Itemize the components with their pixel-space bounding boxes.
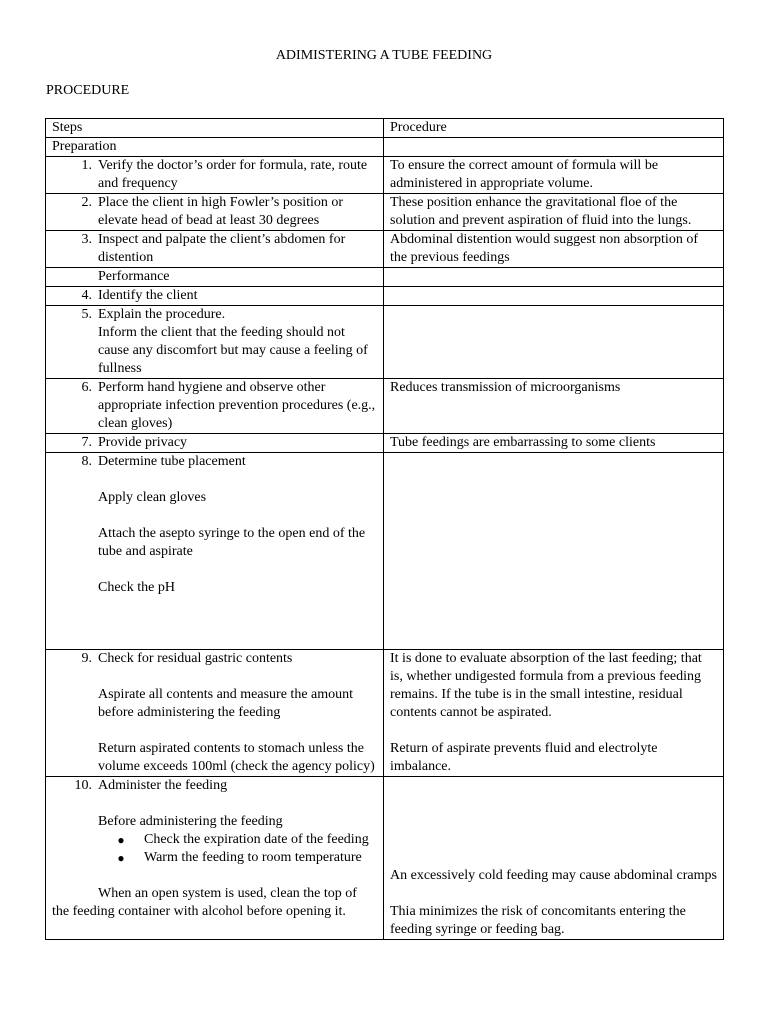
rationale-text: These position enhance the gravitational floe of the solution and prevent aspiration of fluid into the lungs.: [384, 194, 724, 231]
step-number: 7.: [81, 435, 92, 450]
table-row: [46, 379, 724, 434]
step-subtext: Apply clean gloves: [98, 490, 207, 505]
performance-label: Performance: [98, 269, 170, 284]
step-number: 5.: [81, 307, 92, 322]
step-subtext: Return aspirated contents to stomach unless the volume exceeds 100ml (check the agency policy): [98, 741, 375, 774]
empty-cell: [384, 287, 724, 306]
step-text: Explain the procedure.: [98, 307, 226, 322]
table-row: [46, 138, 724, 157]
step-number: 10.: [74, 778, 92, 793]
step-subtext: Inform the client that the feeding should not cause any discomfort but may cause a feeling of fullness: [98, 325, 368, 376]
step-number: 6.: [81, 380, 92, 395]
step-text: Inspect and palpate the client’s abdomen for distention: [98, 232, 346, 265]
empty-cell: [384, 453, 724, 650]
rationale-text: Return of aspirate prevents fluid and electrolyte imbalance.: [390, 741, 658, 774]
section-label: PROCEDURE: [46, 83, 130, 98]
table-row: [46, 453, 724, 650]
step-text: Determine tube placement: [98, 454, 246, 469]
step-text: Place the client in high Fowler’s position or elevate head of bead at least 30 degrees: [98, 195, 344, 228]
rationale-text: It is done to evaluate absorption of the last feeding; that is, whether undigested formula from a previous feeding remains. If the tube is in the small intestine, residual contents cannot be aspirated.: [390, 651, 702, 720]
step-text: Identify the client: [98, 288, 198, 303]
table-row: [46, 650, 724, 777]
step-number: 4.: [81, 288, 92, 303]
rationale-text: Reduces transmission of microorganisms: [384, 379, 724, 434]
empty-cell: [384, 306, 724, 379]
step-text: Provide privacy: [98, 435, 188, 450]
step-subtext: Attach the asepto syringe to the open end of the tube and aspirate: [98, 526, 366, 559]
bullet-icon: ●: [117, 833, 125, 847]
table-row: [46, 157, 724, 194]
step-subtext: Aspirate all contents and measure the amount before administering the feeding: [98, 687, 354, 720]
empty-cell: [384, 138, 724, 157]
table-row: [46, 306, 724, 379]
step-text: Perform hand hygiene and observe other appropriate infection prevention procedures (e.g., clean gloves): [98, 380, 376, 431]
rationale-text: Tube feedings are embarrassing to some clients: [384, 434, 724, 453]
rationale-text: Thia minimizes the risk of concomitants entering the feeding syringe or feeding bag.: [390, 904, 686, 937]
preparation-label: Preparation: [46, 138, 384, 157]
bullet-list: [52, 831, 377, 867]
step-subtext: Before administering the feeding: [98, 814, 283, 829]
list-item: ● Warm the feeding to room temperature: [98, 849, 377, 867]
header-steps: Steps: [46, 119, 384, 138]
step-number: 3.: [81, 232, 92, 247]
table-row: [46, 777, 724, 940]
empty-cell: [384, 268, 724, 287]
document-title: ADIMISTERING A TUBE FEEDING: [275, 48, 493, 63]
step-number: 9.: [81, 651, 92, 666]
rationale-text: An excessively cold feeding may cause abdominal cramps: [390, 868, 717, 883]
table-row: [46, 231, 724, 268]
step-text: Administer the feeding: [98, 778, 228, 793]
rationale-text: To ensure the correct amount of formula will be administered in appropriate volume.: [384, 157, 724, 194]
bullet-icon: ●: [117, 851, 125, 865]
step-number: 2.: [81, 195, 92, 210]
step-text: Check for residual gastric contents: [98, 651, 293, 666]
procedure-table: [45, 118, 724, 940]
table-row: [46, 268, 724, 287]
table-row: [46, 434, 724, 453]
step-subtext: Check the pH: [98, 580, 175, 595]
header-procedure: Procedure: [384, 119, 724, 138]
step-text: Verify the doctor’s order for formula, rate, route and frequency: [98, 158, 368, 191]
rationale-text: Abdominal distention would suggest non absorption of the previous feedings: [384, 231, 724, 268]
step-subtext: When an open system is used, clean the top of the feeding container with alcohol before opening it.: [52, 886, 357, 919]
table-row: [46, 194, 724, 231]
table-header-row: [46, 119, 724, 138]
step-number: 1.: [81, 158, 92, 173]
table-row: [46, 287, 724, 306]
list-item: ● Check the expiration date of the feeding: [98, 831, 377, 849]
step-number: 8.: [81, 454, 92, 469]
